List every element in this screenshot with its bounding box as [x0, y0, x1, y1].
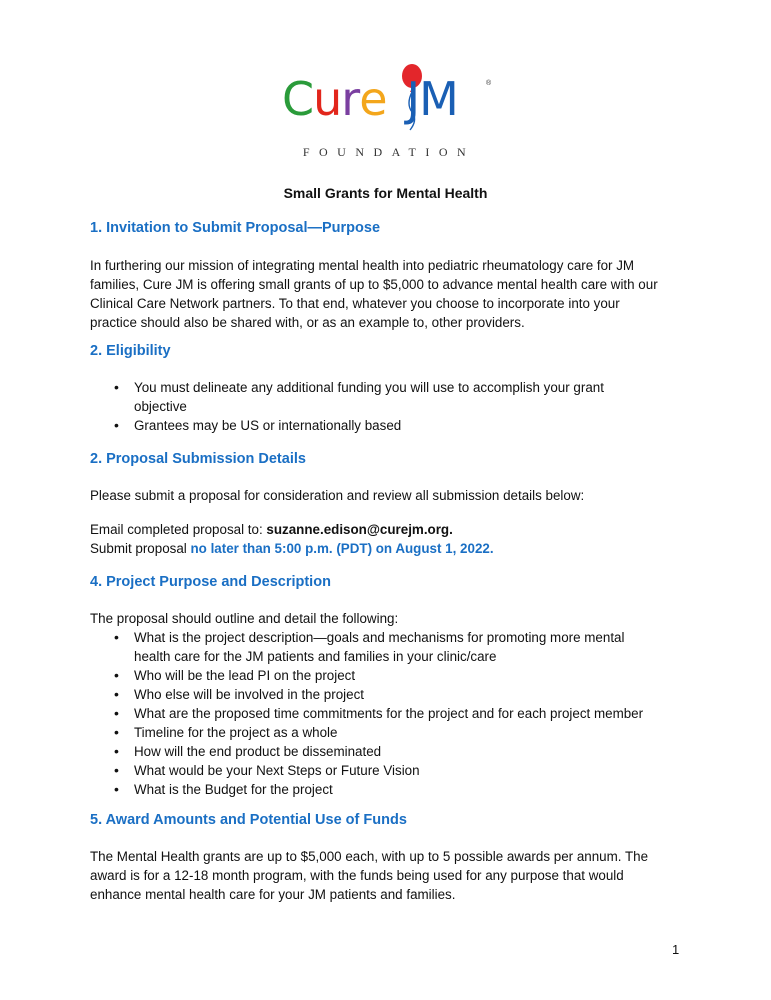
para-line: practice should also be shared with, or as an example to, other providers.	[90, 315, 525, 330]
deadline-label: Submit proposal	[90, 541, 191, 556]
submission-details	[90, 520, 690, 558]
list-item-line: • How will the end product be disseminated	[134, 744, 382, 759]
list-item	[114, 723, 704, 742]
document-title: Small Grants for Mental Health	[283, 185, 488, 201]
registered-mark: ®	[486, 80, 492, 87]
logo-letter: J	[406, 72, 420, 126]
submission-intro: Please submit a proposal for consideration and review all submission details below:	[90, 488, 585, 503]
cure-jm-logo	[282, 62, 492, 162]
list-item-line: • What would be your Next Steps or Future Vision	[134, 763, 420, 778]
para-line: families, Cure JM is offering small grants of up to $5,000 to advance mental health care with our	[90, 277, 658, 292]
para-line: Clinical Care Network partners. To that end, whatever you choose to incorporate into your	[90, 296, 620, 311]
email-line	[90, 520, 690, 539]
list-item-line: objective	[134, 399, 187, 414]
email-link[interactable]: suzanne.edison@curejm.org.	[266, 522, 453, 537]
list-item	[114, 685, 704, 704]
section-3-heading: 2. Proposal Submission Details	[90, 451, 306, 467]
section-1-paragraph	[90, 256, 690, 332]
section-1-heading: 1. Invitation to Submit Proposal—Purpose	[90, 220, 381, 236]
deadline-line	[90, 539, 690, 558]
eligibility-list	[114, 378, 704, 435]
logo-letter: u	[313, 72, 342, 126]
list-item-line: • Timeline for the project as a whole	[134, 725, 338, 740]
project-list	[114, 628, 704, 799]
logo-letter: C	[282, 72, 314, 126]
section-2-heading: 2. Eligibility	[90, 343, 171, 359]
para-line: In furthering our mission of integrating mental health into pediatric rheumatology care for JM	[90, 258, 635, 273]
list-item	[114, 742, 704, 761]
logo-wordmark	[282, 72, 458, 126]
logo-letter: M	[419, 72, 458, 126]
section-5-paragraph	[90, 847, 690, 904]
page-number: 1	[672, 942, 680, 957]
deadline-text: no later than 5:00 p.m. (PDT) on August 1, 2022.	[190, 541, 494, 556]
list-item	[114, 666, 704, 685]
para-line: enhance mental health care for your JM patients and families.	[90, 887, 456, 902]
logo-foundation-text: FOUNDATION	[302, 145, 476, 159]
para-line: The Mental Health grants are up to $5,000 each, with up to 5 possible awards per annum. The	[90, 849, 649, 864]
list-item-line: • What are the proposed time commitments for the project and for each project member	[134, 706, 644, 721]
list-item	[114, 378, 704, 416]
list-item-line: • You must delineate any additional funding you will use to accomplish your grant	[134, 380, 604, 395]
list-item-line: • Who will be the lead PI on the project	[134, 668, 356, 683]
list-item-line: • What is the project description—goals and mechanisms for promoting more mental	[134, 630, 625, 645]
logo-letter: r	[341, 72, 360, 126]
email-label: Email completed proposal to:	[90, 522, 267, 537]
logo-letter: e	[359, 72, 387, 126]
project-intro: The proposal should outline and detail the following:	[90, 611, 399, 626]
list-item	[114, 628, 704, 666]
section-5-heading: 5. Award Amounts and Potential Use of Funds	[90, 812, 407, 828]
list-item-line: • Who else will be involved in the project	[134, 687, 364, 702]
list-item	[114, 704, 704, 723]
para-line: award is for a 12-18 month program, with the funds being used for any purpose that would	[90, 868, 624, 883]
section-4-heading: 4. Project Purpose and Description	[90, 574, 331, 590]
list-item-line: health care for the JM patients and families in your clinic/care	[134, 649, 497, 664]
list-item	[114, 761, 704, 780]
list-item	[114, 780, 704, 799]
list-item-line: • What is the Budget for the project	[134, 782, 333, 797]
list-item-line: • Grantees may be US or internationally based	[134, 418, 402, 433]
list-item	[114, 416, 704, 435]
